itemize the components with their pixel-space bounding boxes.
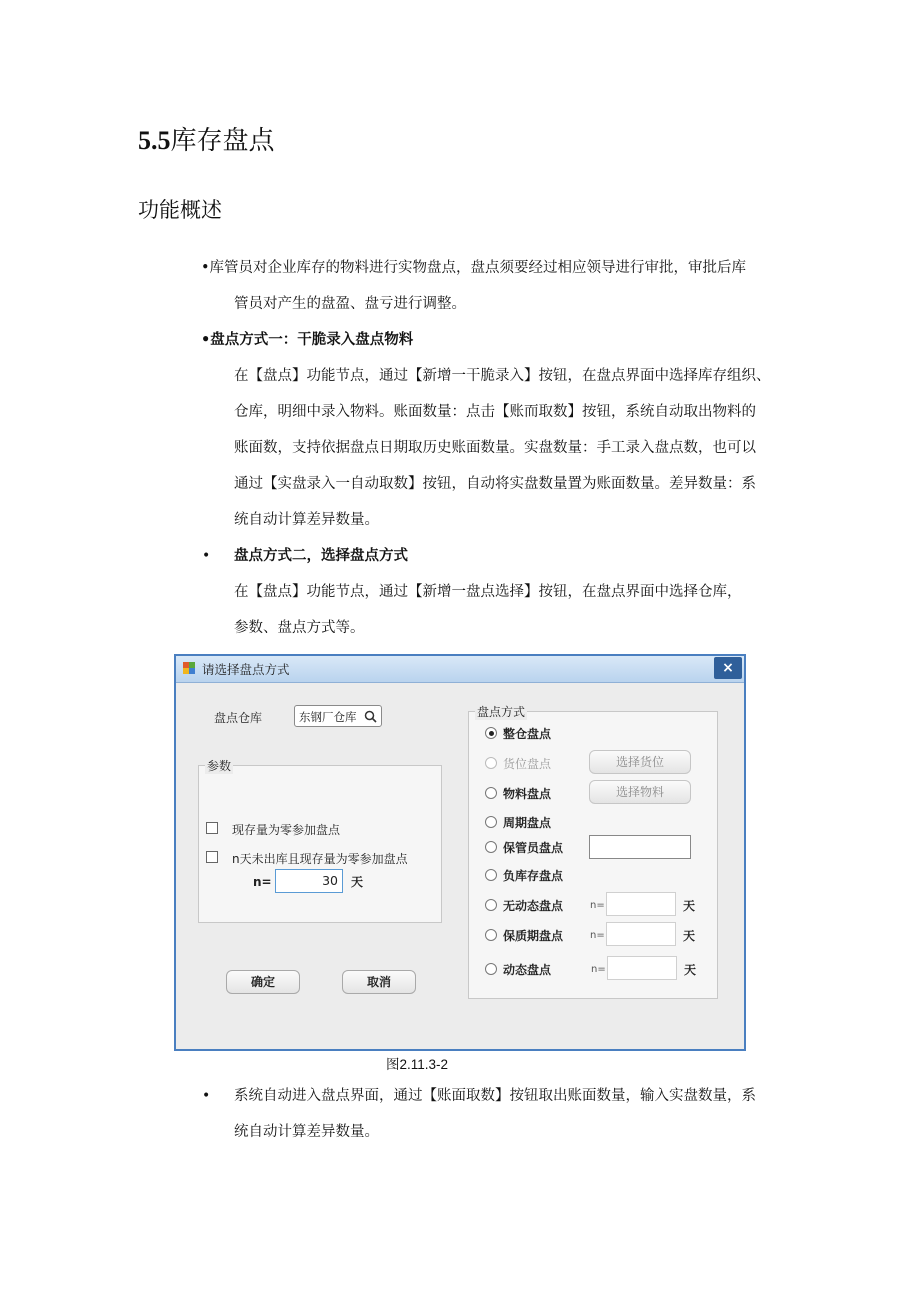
method-radio-keeper[interactable] [485, 841, 497, 853]
bullet-1-line-2: 管员对产生的盘盈、盘亏进行调整。 [234, 296, 466, 312]
figure-caption: 图2.11.3-2 [386, 1057, 449, 1072]
no-movement-day-unit: 天 [683, 899, 696, 913]
method-radio-shelf-life[interactable] [485, 929, 497, 941]
bullet-3-line-2: 参数、盘点方式等。 [234, 620, 365, 636]
method-radio-negative-stock[interactable] [485, 869, 497, 881]
method-label-material: 物料盘点 [503, 787, 552, 801]
method-radio-dynamic[interactable] [485, 963, 497, 975]
dialog-titlebar [176, 656, 744, 683]
methods-groupbox [468, 705, 718, 999]
bullet-2-line-4: 通过【实盘录入一自动取数】按钮，自动将实盘数量置为账面数量。差异数量：系 [234, 476, 756, 492]
bullet-3-line-1: 在【盘点】功能节点，通过【新增一盘点选择】按钮，在盘点界面中选择仓库， [234, 584, 742, 600]
method-label-cycle: 周期盘点 [503, 816, 552, 830]
params-legend: 参数 [207, 759, 232, 773]
no-movement-n-label: n= [590, 900, 605, 911]
zero-stock-checkbox[interactable] [206, 822, 218, 834]
method-label-no-movement: 无动态盘点 [503, 899, 564, 913]
method-radio-whole-warehouse[interactable] [485, 727, 497, 739]
bullet-2-line-3: 账面数，支持依据盘点日期取历史账面数量。实盘数量：手工录入盘点数，也可以 [234, 440, 756, 456]
bullet-2-line-1: 在【盘点】功能节点，通过【新增一干脆录入】按钮，在盘点界面中选择库存组织、 [234, 368, 771, 384]
section-title: 库存盘点 [170, 126, 275, 156]
close-button[interactable]: × [714, 657, 742, 679]
warehouse-field[interactable] [294, 705, 382, 727]
choose-location-button[interactable]: 选择货位 [589, 750, 691, 774]
params-groupbox [198, 759, 442, 923]
bullet-2-line-2: 仓库，明细中录入物料。账面数量：点击【账而取数】按钮，系统自动取出物料的 [234, 404, 756, 420]
dynamic-days-input[interactable] [607, 956, 677, 980]
n-days-input[interactable]: 30 [275, 869, 343, 893]
method-radio-cycle[interactable] [485, 816, 497, 828]
bullet-2-line-5: 统自动计算差异数量。 [234, 512, 379, 528]
method-radio-no-movement[interactable] [485, 899, 497, 911]
bullet-4-marker: • [202, 1088, 211, 1104]
bullet-1-line-1: •库管员对企业库存的物料进行实物盘点，盘点须要经过相应领导进行审批，审批后库 [201, 260, 747, 276]
subsection-heading: 功能概述 [138, 198, 222, 222]
dynamic-day-unit: 天 [684, 963, 697, 977]
bullet-4-line-2: 统自动计算差异数量。 [234, 1124, 379, 1140]
n-days-label: n天未出库且现存量为零参加盘点 [232, 852, 408, 866]
ok-button[interactable]: 确定 [226, 970, 300, 994]
bullet-3-title: 盘点方式二，选择盘点方式 [234, 547, 408, 564]
day-unit-label: 天 [351, 875, 364, 889]
method-label-location: 货位盘点 [503, 757, 552, 771]
warehouse-value: 东钢厂仓库 [299, 710, 357, 724]
n-days-checkbox[interactable] [206, 851, 218, 863]
method-label-shelf-life: 保质期盘点 [503, 929, 564, 943]
no-movement-days-input[interactable] [606, 892, 676, 916]
dialog-title: 请选择盘点方式 [202, 662, 290, 677]
keeper-input[interactable] [589, 835, 691, 859]
bullet-2-title: •盘点方式一：干脆录入盘点物料 [201, 331, 414, 348]
section-number: 5.5 [138, 126, 171, 155]
choose-inventory-method-dialog [174, 654, 746, 1051]
cancel-button[interactable]: 取消 [342, 970, 416, 994]
method-label-keeper: 保管员盘点 [503, 841, 564, 855]
dynamic-n-label: n= [591, 964, 606, 975]
warehouse-label: 盘点仓库 [214, 711, 263, 725]
choose-material-button[interactable]: 选择物料 [589, 780, 691, 804]
search-icon[interactable] [364, 710, 377, 723]
bullet-3-marker: • [202, 548, 211, 564]
methods-legend: 盘点方式 [477, 705, 526, 719]
method-label-whole-warehouse: 整仓盘点 [503, 727, 552, 741]
shelf-life-day-unit: 天 [683, 929, 696, 943]
zero-stock-label: 现存量为零参加盘点 [232, 823, 341, 837]
method-radio-location[interactable] [485, 757, 497, 769]
section-heading [138, 120, 275, 157]
app-logo-icon [182, 661, 196, 675]
method-label-dynamic: 动态盘点 [503, 963, 552, 977]
bullet-4-line-1: 系统自动进入盘点界面，通过【账面取数】按钮取出账面数量，输入实盘数量，系 [234, 1088, 756, 1104]
shelf-life-days-input[interactable] [606, 922, 676, 946]
method-radio-material[interactable] [485, 787, 497, 799]
method-label-negative-stock: 负库存盘点 [503, 869, 564, 883]
n-label: n= [253, 875, 272, 889]
shelf-life-n-label: n= [590, 930, 605, 941]
